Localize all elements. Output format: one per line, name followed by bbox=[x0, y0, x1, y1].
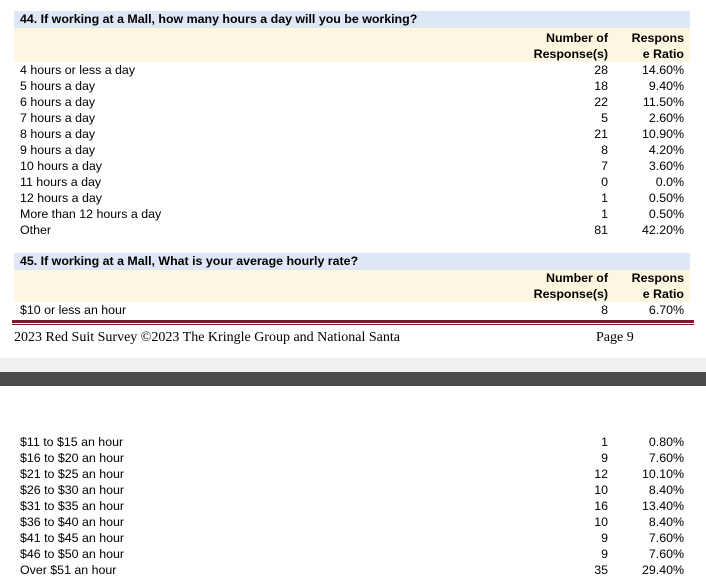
q45-ratio-header: Respons e Ratio bbox=[631, 271, 684, 301]
row-count: 5 bbox=[601, 111, 608, 125]
row-count: 0 bbox=[601, 175, 608, 189]
row-label: $21 to $25 an hour bbox=[20, 467, 125, 481]
table-row bbox=[14, 62, 690, 78]
row-ratio: 11.50% bbox=[642, 95, 684, 109]
table-row bbox=[14, 142, 690, 158]
row-ratio: 6.70% bbox=[648, 303, 684, 317]
row-label: 5 hours a day bbox=[20, 79, 96, 93]
table-row bbox=[14, 562, 690, 578]
question-44-title: 44. If working at a Mall, how many hours a day will you be working? bbox=[14, 11, 690, 28]
row-label: More than 12 hours a day bbox=[20, 207, 162, 221]
row-label: 11 hours a day bbox=[20, 175, 102, 189]
table-row bbox=[14, 546, 690, 562]
row-ratio: 10.90% bbox=[641, 127, 684, 141]
row-ratio: 7.60% bbox=[648, 547, 684, 561]
row-count: 1 bbox=[601, 191, 608, 205]
table-row bbox=[14, 126, 690, 142]
table-row bbox=[14, 110, 690, 126]
row-label: 4 hours or less a day bbox=[20, 63, 136, 77]
row-label: Other bbox=[20, 223, 51, 237]
row-ratio: 10.10% bbox=[641, 467, 684, 481]
row-count: 21 bbox=[594, 127, 608, 141]
row-label: $41 to $45 an hour bbox=[20, 531, 125, 545]
table-row bbox=[14, 222, 690, 238]
row-count: 81 bbox=[594, 223, 608, 237]
row-count: 8 bbox=[601, 303, 608, 317]
row-ratio: 13.40% bbox=[641, 499, 684, 513]
table-row bbox=[14, 302, 690, 318]
row-count: 9 bbox=[601, 531, 608, 545]
table-row bbox=[14, 206, 690, 222]
table-row bbox=[14, 434, 690, 450]
row-ratio: 0.0% bbox=[655, 175, 684, 189]
row-label: $26 to $30 an hour bbox=[20, 483, 125, 497]
row-count: 10 bbox=[594, 515, 608, 529]
page-break-bar bbox=[0, 372, 706, 386]
row-label: $10 or less an hour bbox=[20, 303, 127, 317]
row-ratio: 42.20% bbox=[641, 223, 684, 237]
row-count: 12 bbox=[594, 467, 608, 481]
row-count: 28 bbox=[594, 63, 608, 77]
footer-rule-thick bbox=[12, 320, 694, 323]
row-count: 35 bbox=[594, 563, 608, 577]
row-count: 10 bbox=[594, 483, 608, 497]
table-row bbox=[14, 498, 690, 514]
table-row bbox=[14, 450, 690, 466]
row-ratio: 3.60% bbox=[648, 159, 684, 173]
row-count: 16 bbox=[594, 499, 608, 513]
footer-page-number: Page 9 bbox=[596, 330, 634, 345]
row-label: 8 hours a day bbox=[20, 127, 96, 141]
table-row bbox=[14, 190, 690, 206]
row-label: 10 hours a day bbox=[20, 159, 102, 173]
row-label: $11 to $15 an hour bbox=[20, 435, 124, 449]
row-ratio: 9.40% bbox=[648, 79, 684, 93]
table-row bbox=[14, 482, 690, 498]
row-label: $36 to $40 an hour bbox=[20, 515, 125, 529]
row-ratio: 8.40% bbox=[648, 515, 684, 529]
table-row bbox=[14, 530, 690, 546]
row-ratio: 29.40% bbox=[641, 563, 684, 577]
q44-count-header: Number of Response(s) bbox=[533, 31, 608, 61]
table-row bbox=[14, 94, 690, 110]
table-row bbox=[14, 158, 690, 174]
table-row bbox=[14, 514, 690, 530]
row-count: 9 bbox=[601, 451, 608, 465]
q44-ratio-header: Respons e Ratio bbox=[631, 31, 684, 61]
row-label: Over $51 an hour bbox=[20, 563, 117, 577]
row-label: 9 hours a day bbox=[20, 143, 96, 157]
row-ratio: 0.50% bbox=[648, 207, 684, 221]
row-count: 18 bbox=[594, 79, 608, 93]
row-count: 9 bbox=[601, 547, 608, 561]
row-count: 1 bbox=[601, 435, 608, 449]
row-count: 7 bbox=[601, 159, 608, 173]
question-45-title: 45. If working at a Mall, What is your average hourly rate? bbox=[14, 253, 690, 270]
table-row bbox=[14, 466, 690, 482]
row-label: $31 to $35 an hour bbox=[20, 499, 125, 513]
row-count: 1 bbox=[601, 207, 608, 221]
q45-count-header: Number of Response(s) bbox=[533, 271, 608, 301]
row-ratio: 4.20% bbox=[648, 143, 684, 157]
row-ratio: 14.60% bbox=[641, 63, 684, 77]
row-count: 8 bbox=[601, 143, 608, 157]
footer-rule-thin bbox=[12, 324, 694, 325]
row-count: 22 bbox=[594, 95, 608, 109]
row-label: 7 hours a day bbox=[20, 111, 96, 125]
row-label: 6 hours a day bbox=[20, 95, 96, 109]
row-label: $46 to $50 an hour bbox=[20, 547, 125, 561]
table-row bbox=[14, 174, 690, 190]
page-gap-shade bbox=[0, 358, 706, 372]
table-row bbox=[14, 78, 690, 94]
row-label: $16 to $20 an hour bbox=[20, 451, 125, 465]
row-ratio: 8.40% bbox=[648, 483, 684, 497]
row-ratio: 7.60% bbox=[648, 531, 684, 545]
row-ratio: 0.50% bbox=[648, 191, 684, 205]
row-ratio: 2.60% bbox=[648, 111, 684, 125]
row-ratio: 7.60% bbox=[648, 451, 684, 465]
footer-copyright: 2023 Red Suit Survey ©2023 The Kringle Group and National Santa bbox=[14, 330, 400, 345]
row-ratio: 0.80% bbox=[648, 435, 684, 449]
row-label: 12 hours a day bbox=[20, 191, 102, 205]
